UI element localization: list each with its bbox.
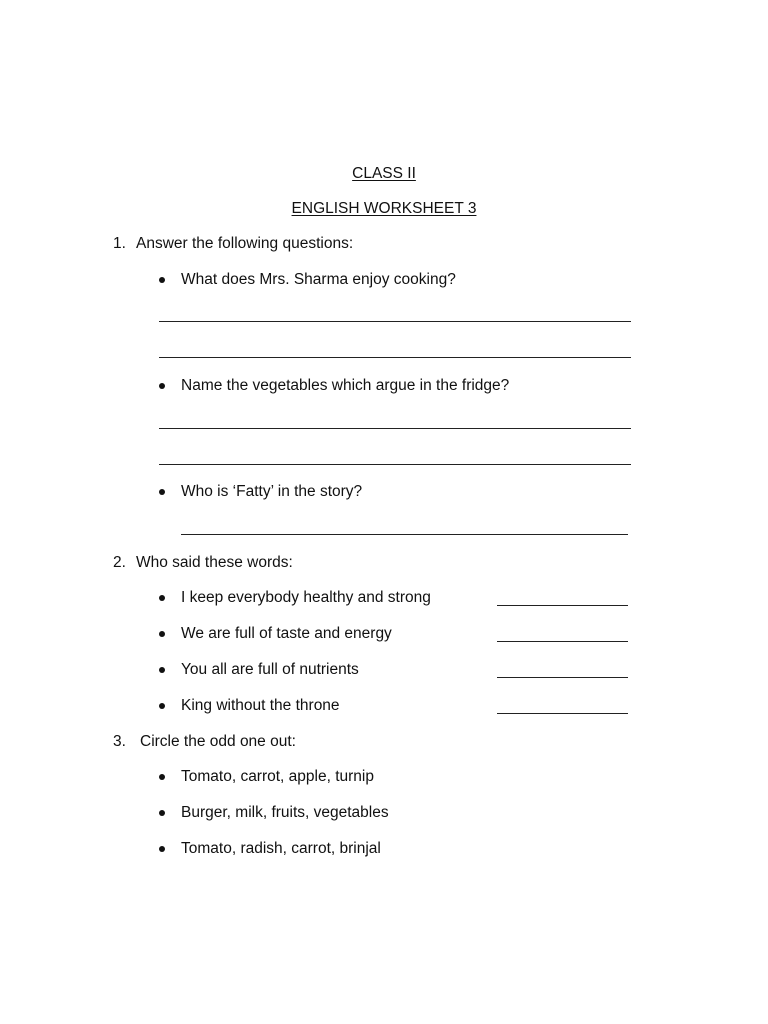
q3-item-3: Tomato, radish, carrot, brinjal [181, 840, 381, 857]
q1-number: 1. [113, 235, 126, 252]
answer-line[interactable] [497, 605, 628, 606]
answer-line[interactable] [159, 464, 631, 465]
q1-item-3: Who is ‘Fatty’ in the story? [181, 483, 363, 500]
q2-item-4: King without the throne [181, 697, 340, 714]
answer-line[interactable] [497, 641, 628, 642]
class-title: CLASS II [352, 165, 416, 182]
bullet-icon [159, 846, 165, 852]
q2-item-3: You all are full of nutrients [181, 661, 359, 678]
answer-line[interactable] [497, 677, 628, 678]
answer-line[interactable] [159, 321, 631, 322]
q1-heading: Answer the following questions: [136, 235, 354, 252]
q3-number: 3. [113, 733, 126, 750]
answer-line[interactable] [181, 534, 628, 535]
answer-line[interactable] [497, 713, 628, 714]
answer-line[interactable] [159, 428, 631, 429]
q2-item-1: I keep everybody healthy and strong [181, 589, 431, 606]
bullet-icon [159, 810, 165, 816]
bullet-icon [159, 667, 165, 673]
bullet-icon [159, 383, 165, 389]
q1-item-2: Name the vegetables which argue in the fridge? [181, 377, 510, 394]
bullet-icon [159, 489, 165, 495]
q1-item-1: What does Mrs. Sharma enjoy cooking? [181, 271, 456, 288]
bullet-icon [159, 774, 165, 780]
q2-item-2: We are full of taste and energy [181, 625, 392, 642]
bullet-icon [159, 595, 165, 601]
answer-line[interactable] [159, 357, 631, 358]
worksheet-title: ENGLISH WORKSHEET 3 [291, 200, 477, 217]
q3-item-2: Burger, milk, fruits, vegetables [181, 804, 389, 821]
bullet-icon [159, 277, 165, 283]
q2-heading: Who said these words: [136, 554, 293, 571]
q3-heading: Circle the odd one out: [140, 733, 296, 750]
bullet-icon [159, 703, 165, 709]
q2-number: 2. [113, 554, 126, 571]
q3-item-1: Tomato, carrot, apple, turnip [181, 768, 374, 785]
bullet-icon [159, 631, 165, 637]
